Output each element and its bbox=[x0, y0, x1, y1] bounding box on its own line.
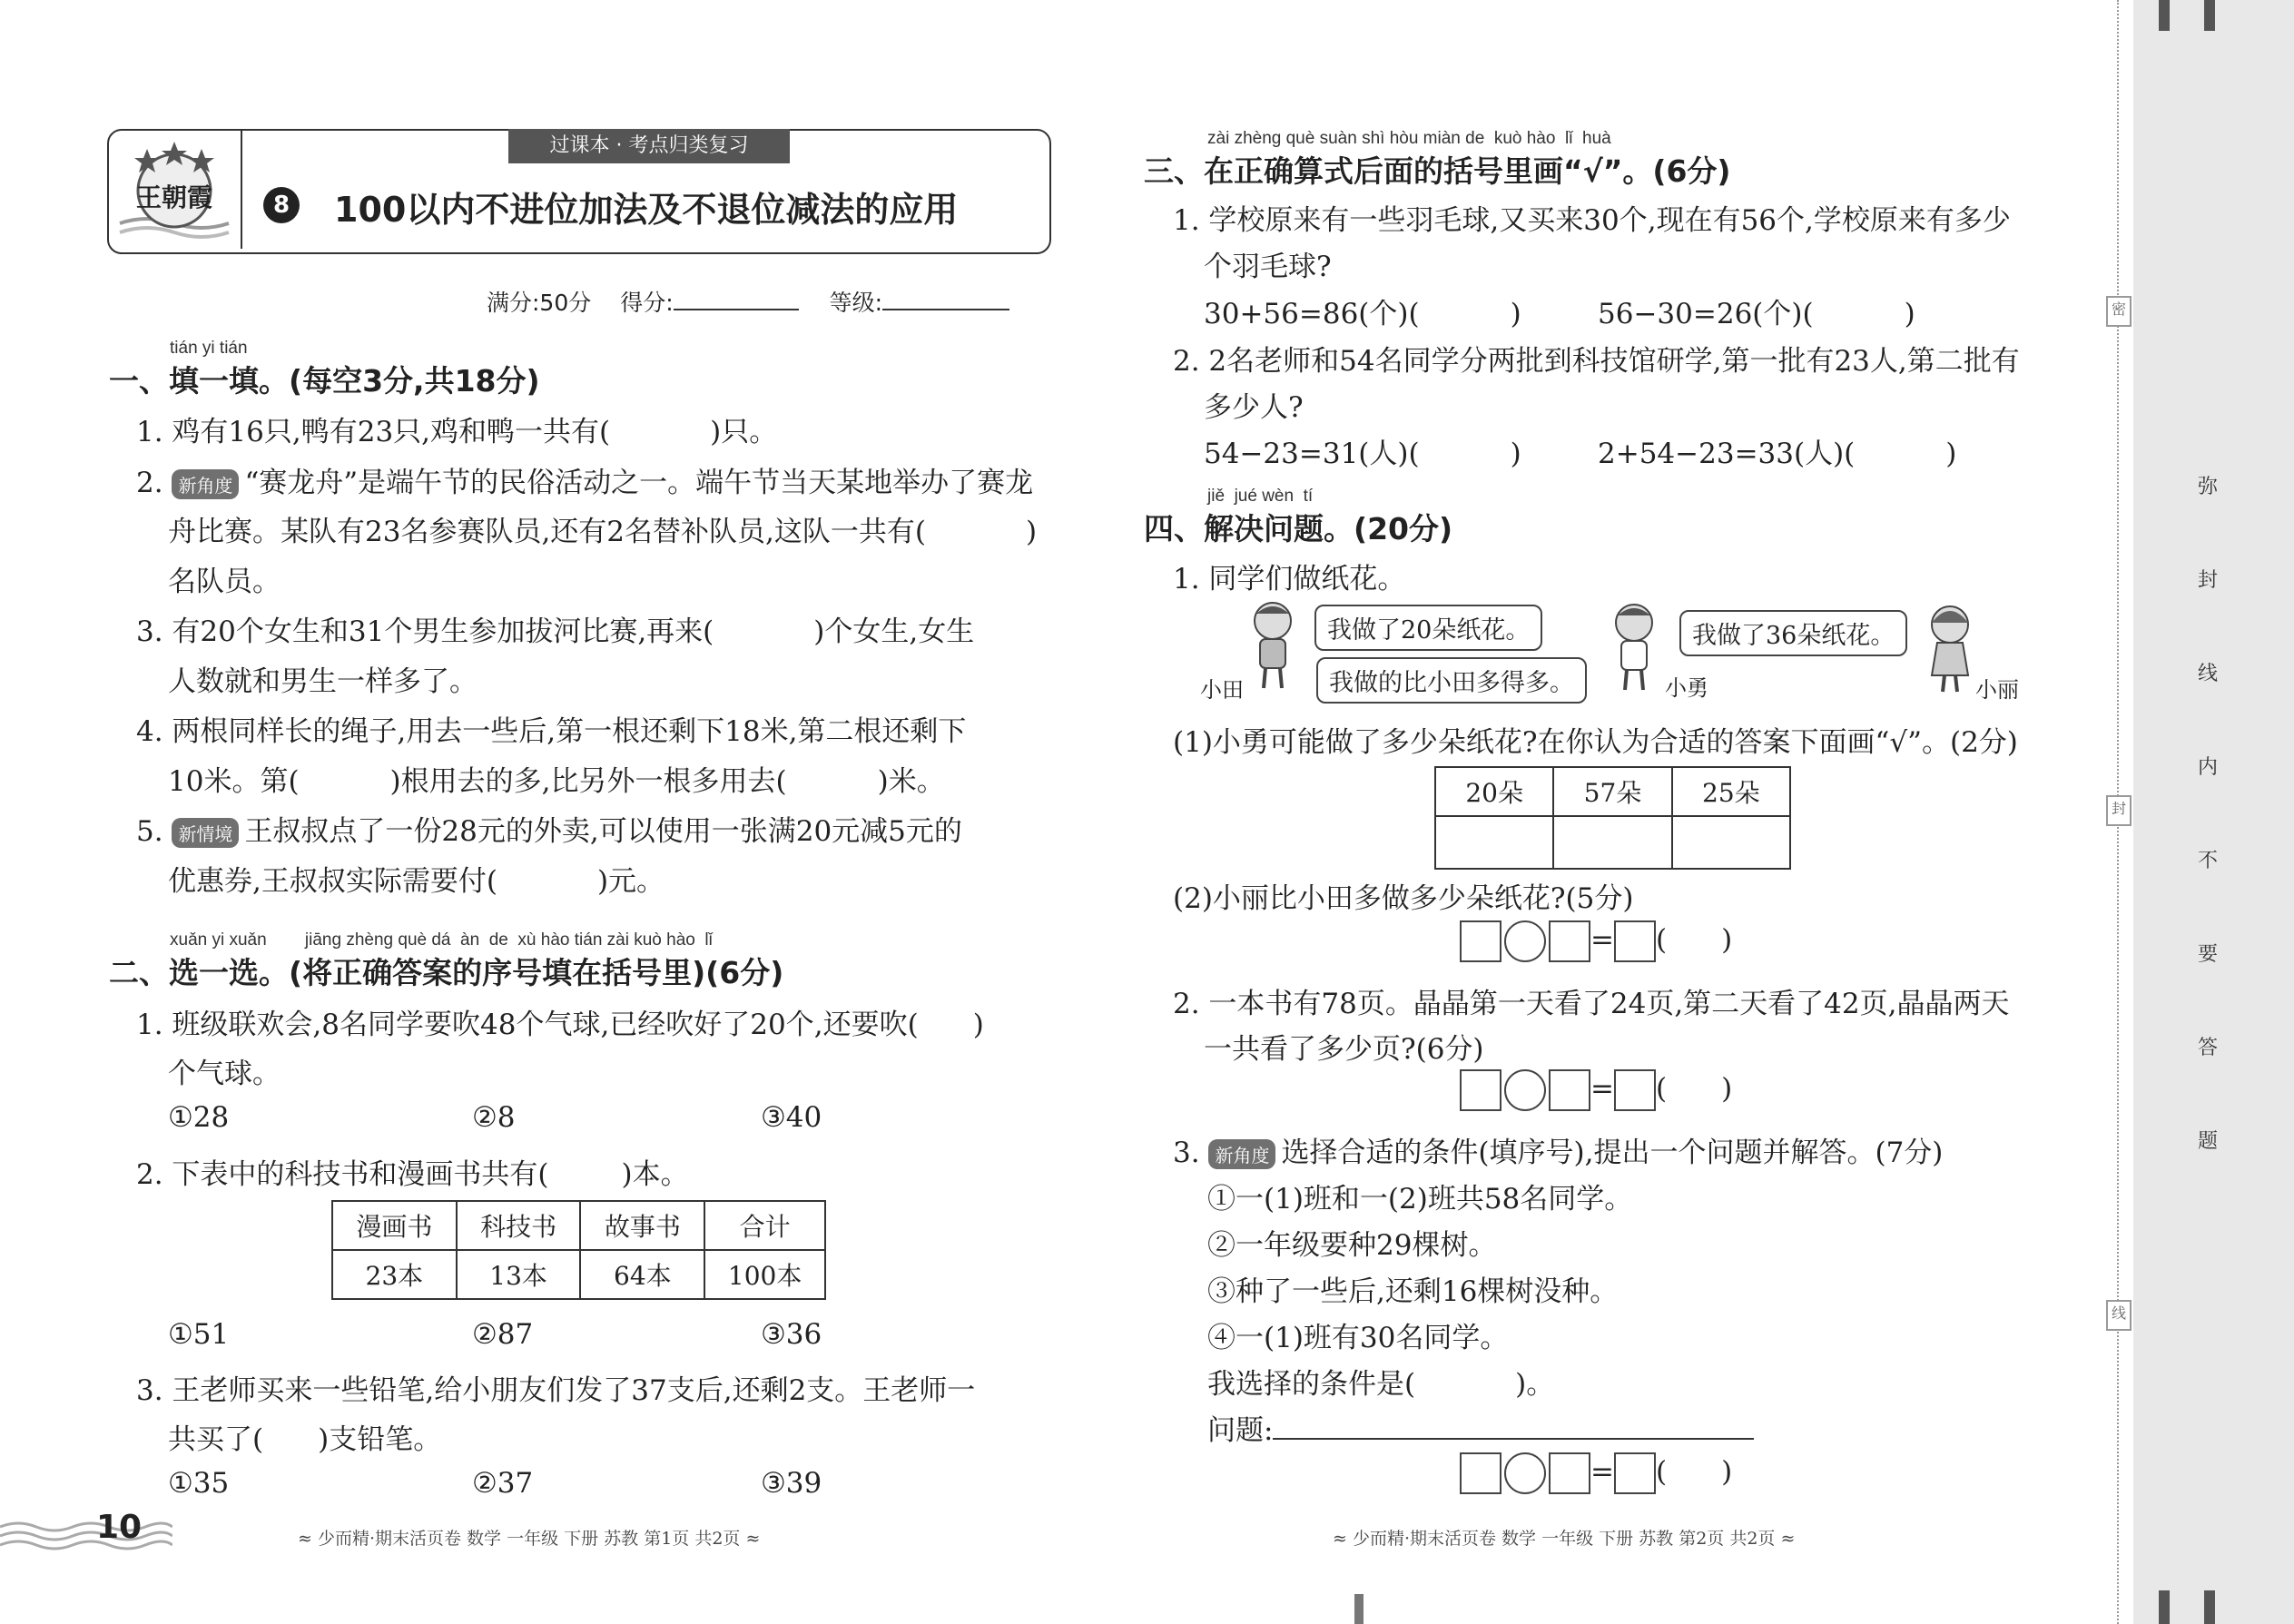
lesson-title: 100以内不进位加法及不退位减法的应用 bbox=[334, 190, 959, 230]
s2-q3-opt-2[interactable]: ②37 bbox=[472, 1467, 534, 1500]
table-cell: 13本 bbox=[457, 1250, 581, 1299]
logo-text: 王朝霞 bbox=[135, 182, 212, 212]
s2-q1-opt-1[interactable]: ①28 bbox=[168, 1101, 230, 1134]
child-xiaotian-figure bbox=[1245, 599, 1300, 694]
header-banner: 过课本 · 考点归类复习 bbox=[508, 129, 790, 163]
table-header: 故事书 bbox=[580, 1201, 704, 1250]
s4-pinyin: jiě jué wèn tí bbox=[1207, 487, 1314, 506]
s1-title: 一、填一填。(每空3分,共18分) bbox=[109, 363, 540, 399]
child-xiaoyong-figure bbox=[1607, 601, 1661, 695]
s1-q5-l2: 优惠券,王叔叔实际需要付( )元。 bbox=[168, 865, 665, 898]
table-header: 合计 bbox=[704, 1201, 825, 1250]
strip-bar-top-2 bbox=[2204, 0, 2215, 31]
s3-q1-a: 30+56=86(个)( ) bbox=[1204, 298, 1521, 330]
s4-q3-cond-2: ②一年级要种29棵树。 bbox=[1207, 1229, 1497, 1262]
binding-char: 不 bbox=[2198, 850, 2219, 872]
s1-q2-l1: 2. 新角度 “赛龙舟”是端午节的民俗活动之一。端午节当天某地举办了赛龙 bbox=[136, 467, 1034, 499]
operator-circle[interactable] bbox=[1504, 920, 1546, 962]
s3-q2-l1: 2. 2名老师和54名同学分两批到科技馆研学,第一批有23人,第二批有 bbox=[1173, 345, 2020, 378]
s2-q2-opt-1[interactable]: ①51 bbox=[168, 1318, 230, 1351]
score-label: 得分: bbox=[620, 290, 674, 316]
binding-char: 要 bbox=[2198, 943, 2219, 966]
operator-circle[interactable] bbox=[1504, 1452, 1546, 1494]
table-cell: 23本 bbox=[332, 1250, 457, 1299]
s1-pinyin: tián yi tián bbox=[170, 339, 248, 358]
table-header: 漫画书 bbox=[332, 1201, 457, 1250]
s2-pinyin: xuǎn yi xuǎn jiāng zhèng què dá àn de xù hào tián zài kuò hào lǐ bbox=[170, 930, 713, 950]
operator-circle[interactable] bbox=[1504, 1069, 1546, 1111]
name-xiaoyong: 小勇 bbox=[1665, 675, 1708, 701]
answer-box[interactable] bbox=[1549, 1452, 1590, 1494]
binding-char: 答 bbox=[2198, 1037, 2219, 1059]
s2-title: 二、选一选。(将正确答案的序号填在括号里)(6分) bbox=[109, 955, 784, 990]
s3-q2-b: 2+54−23=33(人)( ) bbox=[1598, 438, 1957, 470]
s1-q3-l1: 3. 有20个女生和31个男生参加拔河比赛,再来( )个女生,女生 bbox=[136, 615, 975, 648]
answer-box[interactable] bbox=[1460, 920, 1501, 962]
s3-q1-l2: 个羽毛球? bbox=[1204, 251, 1332, 283]
s1-q5-l1: 5. 新情境 王叔叔点了一份28元的外卖,可以使用一张满20元减5元的 bbox=[136, 815, 962, 848]
fold-mark-bottom bbox=[1354, 1594, 1364, 1624]
s3-pinyin: zài zhèng què suàn shì hòu miàn de kuò hào lǐ huà bbox=[1207, 129, 1611, 148]
binding-char: 弥 bbox=[2198, 476, 2219, 498]
answer-box[interactable] bbox=[1614, 1069, 1656, 1111]
equation-row-2: = ( ) bbox=[1460, 1069, 1732, 1111]
binding-char: 封 bbox=[2198, 569, 2219, 592]
option-label: 20朵 bbox=[1435, 767, 1553, 816]
strip-bar-bottom-1 bbox=[2159, 1590, 2170, 1624]
s3-title: 三、在正确算式后面的括号里画“√”。(6分) bbox=[1144, 153, 1731, 189]
binding-mark-1: 密 bbox=[2106, 296, 2132, 327]
grade-label: 等级: bbox=[829, 290, 883, 316]
answer-box[interactable] bbox=[1460, 1452, 1501, 1494]
strip-bar-bottom-2 bbox=[2204, 1590, 2215, 1624]
name-xiaoli: 小丽 bbox=[1975, 677, 2019, 703]
s3-q1-l1: 1. 学校原来有一些羽毛球,又买来30个,现在有56个,学校原来有多少 bbox=[1173, 204, 2011, 237]
binding-mark-3: 线 bbox=[2106, 1300, 2132, 1331]
bubble-xiaoyong: 我做的比小田多得多。 bbox=[1316, 657, 1587, 704]
binding-char: 线 bbox=[2198, 663, 2219, 685]
s2-q3-l1: 3. 王老师买来一些铅笔,给小朋友们发了37支后,还剩2支。王老师一 bbox=[136, 1374, 976, 1407]
binding-char: 题 bbox=[2198, 1130, 2219, 1153]
equation-row-3: = ( ) bbox=[1460, 1452, 1732, 1494]
s4-q3-cond-4: ④一(1)班有30名同学。 bbox=[1207, 1322, 1509, 1354]
bubble-xiaotian: 我做了20朵纸花。 bbox=[1314, 605, 1542, 651]
s4-q3-cond-3: ③种了一些后,还剩16棵树没种。 bbox=[1207, 1275, 1619, 1308]
tag-new-scene: 新情境 bbox=[172, 818, 239, 848]
option-label: 25朵 bbox=[1672, 767, 1790, 816]
s2-q2-opt-2[interactable]: ②87 bbox=[472, 1318, 534, 1351]
s4-q2-l1: 2. 一本书有78页。晶晶第一天看了24页,第二天看了42页,晶晶两天 bbox=[1173, 988, 2010, 1020]
binding-strip bbox=[2133, 0, 2294, 1624]
answer-box[interactable] bbox=[1549, 920, 1590, 962]
s1-q3-l2: 人数就和男生一样多了。 bbox=[168, 665, 478, 698]
s2-q1-l2: 个气球。 bbox=[168, 1058, 281, 1090]
strip-bar-top-1 bbox=[2159, 0, 2170, 31]
answer-box[interactable] bbox=[1614, 1452, 1656, 1494]
s2-q3-opt-1[interactable]: ①35 bbox=[168, 1467, 230, 1500]
option-label: 57朵 bbox=[1553, 767, 1671, 816]
page-waves bbox=[0, 1518, 172, 1558]
table-cell: 64本 bbox=[580, 1250, 704, 1299]
binding-char: 内 bbox=[2198, 756, 2219, 779]
option-check-cell[interactable] bbox=[1435, 816, 1553, 869]
table-cell: 100本 bbox=[704, 1250, 825, 1299]
score-field[interactable] bbox=[674, 309, 799, 310]
question-line[interactable] bbox=[1273, 1438, 1754, 1440]
s4-q1-sub2: (2)小丽比小田多做多少朵纸花?(5分) bbox=[1173, 882, 1634, 915]
s4-q3-l1: 3. 新角度 选择合适的条件(填序号),提出一个问题并解答。(7分) bbox=[1173, 1137, 1944, 1169]
answer-box[interactable] bbox=[1549, 1069, 1590, 1111]
s1-q1: 1. 鸡有16只,鸭有23只,鸡和鸭一共有( )只。 bbox=[136, 416, 778, 448]
books-table bbox=[331, 1200, 826, 1300]
s1-q4-l1: 4. 两根同样长的绳子,用去一些后,第一根还剩下18米,第二根还剩下 bbox=[136, 715, 967, 748]
s2-q2-l1: 2. 下表中的科技书和漫画书共有( )本。 bbox=[136, 1158, 689, 1191]
s2-q3-opt-3[interactable]: ③39 bbox=[761, 1467, 822, 1500]
s4-q3-question: 问题: bbox=[1207, 1407, 1754, 1448]
s4-q3-choose: 我选择的条件是( )。 bbox=[1207, 1368, 1555, 1401]
binding-mark-2: 封 bbox=[2106, 795, 2132, 826]
grade-field[interactable] bbox=[882, 309, 1009, 310]
answer-box[interactable] bbox=[1614, 920, 1656, 962]
score-line bbox=[487, 285, 1009, 318]
tag-new-angle: 新角度 bbox=[1208, 1139, 1275, 1169]
s2-q1-opt-3[interactable]: ③40 bbox=[761, 1101, 822, 1134]
footer-right: ≈ 少而精·期末活页卷 数学 一年级 下册 苏教 第2页 共2页 ≈ bbox=[1333, 1529, 1796, 1549]
table-header: 科技书 bbox=[457, 1201, 581, 1250]
s2-q2-opt-3[interactable]: ③36 bbox=[761, 1318, 822, 1351]
s4-q3-cond-1: ①一(1)班和一(2)班共58名同学。 bbox=[1207, 1183, 1633, 1216]
option-check-cell[interactable] bbox=[1672, 816, 1790, 869]
s4-q1-l1: 1. 同学们做纸花。 bbox=[1173, 563, 1406, 595]
tag-new-angle: 新角度 bbox=[172, 469, 239, 499]
full-score: 满分:50分 bbox=[487, 290, 592, 316]
s1-q4-l2: 10米。第( )根用去的多,比另外一根多用去( )米。 bbox=[168, 765, 945, 798]
answer-box[interactable] bbox=[1460, 1069, 1501, 1111]
bubble-xiaoli: 我做了36朵纸花。 bbox=[1679, 610, 1907, 656]
header-divider bbox=[241, 131, 242, 249]
page-number: 10 bbox=[96, 1509, 143, 1546]
option-check-cell[interactable] bbox=[1553, 816, 1671, 869]
s4-q2-l2: 一共看了多少页?(6分) bbox=[1204, 1033, 1484, 1066]
lesson-number: 8 bbox=[263, 187, 300, 223]
equation-row-1: = ( ) bbox=[1460, 920, 1732, 962]
s3-q2-l2: 多少人? bbox=[1204, 391, 1304, 424]
child-xiaoli-figure bbox=[1923, 603, 1977, 697]
answer-option-table bbox=[1434, 766, 1791, 870]
s2-q3-l2: 共买了( )支铅笔。 bbox=[168, 1423, 442, 1456]
footer-left: ≈ 少而精·期末活页卷 数学 一年级 下册 苏教 第1页 共2页 ≈ bbox=[298, 1529, 761, 1549]
s3-q1-b: 56−30=26(个)( ) bbox=[1598, 298, 1915, 330]
s2-q1-l1: 1. 班级联欢会,8名同学要吹48个气球,已经吹好了20个,还要吹( ) bbox=[136, 1009, 984, 1041]
s1-q2-l3: 名队员。 bbox=[168, 566, 281, 598]
s3-q2-a: 54−23=31(人)( ) bbox=[1204, 438, 1521, 470]
s4-title: 四、解决问题。(20分) bbox=[1144, 511, 1453, 546]
name-xiaotian: 小田 bbox=[1200, 677, 1244, 703]
s1-q2-l2: 舟比赛。某队有23名参赛队员,还有2名替补队员,这队一共有( ) bbox=[168, 516, 1038, 548]
s2-q1-opt-2[interactable]: ②8 bbox=[472, 1101, 516, 1134]
s4-q1-sub1: (1)小勇可能做了多少朵纸花?在你认为合适的答案下面画“√”。(2分) bbox=[1173, 726, 2018, 759]
